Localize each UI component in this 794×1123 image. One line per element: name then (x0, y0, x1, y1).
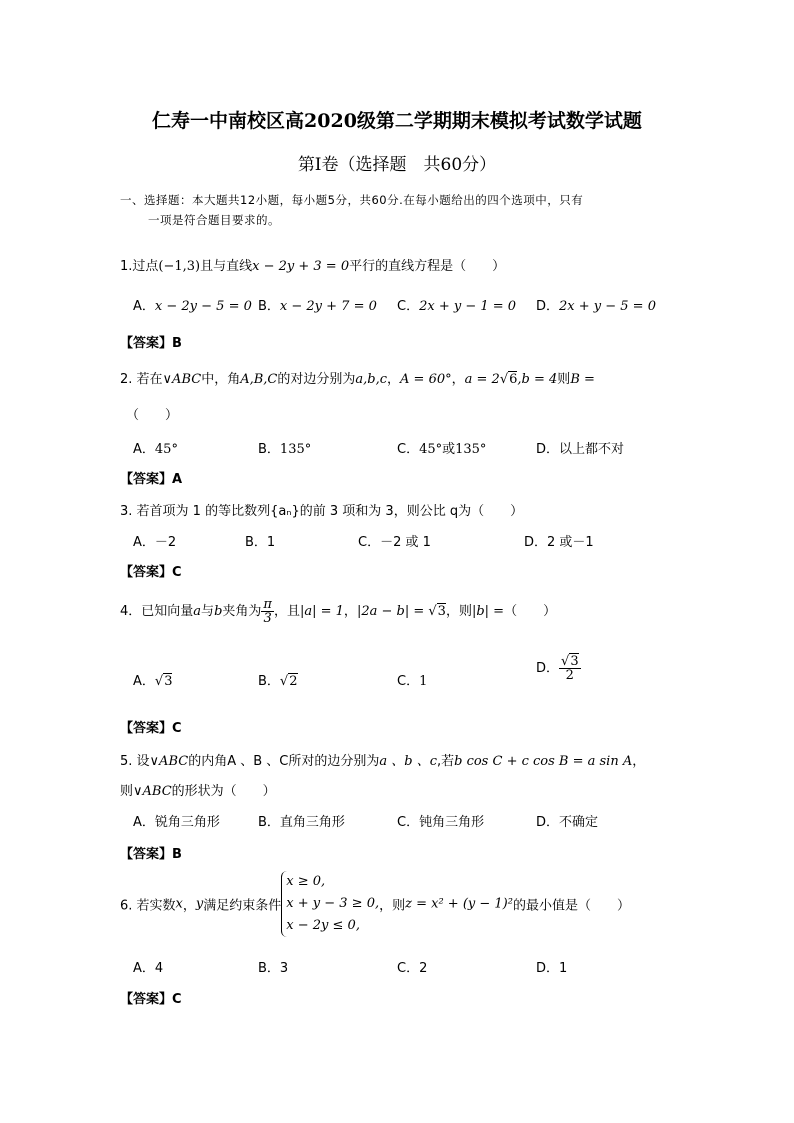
option-label: A． (133, 535, 155, 550)
option-radicand: 2 (289, 674, 298, 689)
q1-text-a: 1.过点 (120, 259, 159, 274)
q2-option-c (397, 438, 486, 457)
q4-text-d: ，且 (273, 604, 300, 619)
q4-target: |b| = (471, 604, 505, 619)
option-value: 3 (279, 961, 289, 976)
q5-option-c (397, 811, 484, 830)
option-value: 锐角三角形 (154, 815, 220, 830)
q4-option-d (536, 655, 581, 682)
q2-option-d (536, 438, 624, 457)
q5-option-a (133, 811, 220, 830)
q4-condition-1: |a| = 1 (299, 604, 344, 619)
option-value: 45°或135° (419, 442, 487, 457)
sqrt-symbol: √ (561, 654, 570, 669)
option-value: 4 (154, 961, 164, 976)
q1-answer: 【答案】B (120, 336, 182, 351)
option-label: A． (133, 674, 155, 689)
q5-option-b (258, 811, 345, 830)
q2-text-f: 则 (557, 372, 571, 387)
option-label: C． (397, 442, 420, 457)
section-instructions-line1: 一、选择题：本大题共12小题，每小题5分，共60分.在每小题给出的四个选项中，只有 (120, 193, 584, 207)
q4-angle-fraction (261, 598, 274, 625)
q5-text-b: 的内角A 、B 、C所对的边分别为 (188, 754, 380, 769)
constraint-row: x + y − 3 ≥ 0, (286, 896, 380, 911)
q2-condition-a: a = 2 (464, 372, 500, 387)
q6-text-d: ，则 (379, 898, 406, 914)
q4-option-c (397, 670, 427, 689)
question-2-stem (120, 368, 595, 387)
option-label: B． (258, 299, 280, 314)
q2-bracket: （ ） (126, 408, 179, 423)
option-label: D． (536, 299, 560, 314)
option-label: B． (245, 535, 267, 550)
q4-vector-b: b (214, 604, 223, 619)
option-value: －2 或 1 (380, 535, 431, 550)
question-6-stem (120, 871, 630, 937)
q1-point: (−1,3) (158, 259, 201, 274)
option-label: C． (358, 535, 381, 550)
q4-vector-a: a (193, 604, 202, 619)
option-value: x − 2y + 7 = 0 (279, 299, 377, 314)
constraint-row: x − 2y ≤ 0, (286, 918, 360, 933)
section-instructions-line2: 一项是符合题目要求的。 (148, 213, 280, 227)
question-1-stem (120, 255, 505, 274)
q6-option-c (397, 957, 427, 976)
option-value: 2 或－1 (547, 535, 594, 550)
q4-radicand: 3 (437, 604, 446, 619)
option-label: A． (133, 299, 155, 314)
option-label: D． (536, 961, 560, 976)
q4-text-a: 4．已知向量 (120, 604, 194, 619)
question-4-stem (120, 598, 556, 625)
question-5-stem (120, 750, 645, 769)
fraction-numerator: π (263, 597, 272, 612)
q4-text-f: ，则 (445, 604, 472, 619)
option-value: 以上都不对 (559, 442, 625, 457)
q2-condition-b: ,b = 4 (517, 372, 558, 387)
q3-option-b (245, 531, 275, 550)
option-label: D． (524, 535, 548, 550)
fraction-denominator: 3 (263, 611, 272, 626)
q6-var-x: x (175, 896, 183, 912)
q5-text-d: ， (632, 754, 646, 769)
q5-answer: 【答案】B (120, 847, 182, 862)
q6-option-b (258, 957, 288, 976)
q5-text-e: 则 (120, 784, 134, 799)
q1-option-d (536, 295, 656, 314)
q5-option-d (536, 811, 598, 830)
option-label: B． (258, 961, 280, 976)
q3-answer: 【答案】C (120, 565, 182, 580)
page-title: 仁寿一中南校区高2020级第二学期期末模拟考试数学试题 (152, 110, 642, 132)
q2-text-b: 中，角 (201, 372, 241, 387)
option-label: B． (258, 442, 280, 457)
option-value: x − 2y − 5 = 0 (154, 299, 252, 314)
option-value: 2 (419, 961, 428, 976)
option-value: 1 (559, 961, 568, 976)
q2-text-e: ， (451, 372, 465, 387)
q1-option-a (133, 295, 252, 314)
q2-option-b (258, 438, 311, 457)
sqrt-symbol: √ (499, 372, 509, 387)
option-value: 1 (266, 535, 276, 550)
option-label: C． (397, 961, 420, 976)
q6-text-a: 6. 若实数 (120, 898, 176, 914)
q6-text-e: 的最小值是（ ） (512, 898, 630, 914)
q4-bracket: （ ） (504, 604, 557, 619)
option-value: －2 (154, 535, 177, 550)
q5-text-a: 5. 设 (120, 754, 150, 769)
fraction-numerator (559, 655, 581, 669)
option-value: 直角三角形 (279, 815, 345, 830)
q4-option-a (133, 670, 172, 689)
q5-text-c: ,若 (436, 754, 455, 769)
q1-text-c: 平行的直线方程是（ ） (349, 259, 506, 274)
q2-triangle: ∨ABC (162, 372, 202, 387)
q6-text-b: ， (182, 898, 196, 914)
sqrt-symbol: √ (154, 674, 164, 689)
option-label: D． (536, 442, 560, 457)
q2-answer: 【答案】A (120, 472, 183, 487)
constraint-row: x ≥ 0, (286, 874, 326, 889)
q2-condition-angle: A = 60° (400, 372, 452, 387)
q5-text-f: 的形状为（ ） (171, 784, 276, 799)
option-value: 2x + y − 1 = 0 (419, 299, 517, 314)
q6-constraint-system (281, 871, 379, 937)
q3-option-d (524, 531, 594, 550)
option-radicand: 3 (570, 654, 579, 669)
option-value: 2x + y − 5 = 0 (559, 299, 656, 314)
option-value: 45° (154, 442, 178, 457)
q4-text-b: 与 (201, 604, 215, 619)
q5-triangle: ∨ABC (149, 754, 189, 769)
option-label: D． (536, 815, 560, 830)
q2-text-d: ， (387, 372, 401, 387)
option-label: A． (133, 442, 155, 457)
option-value: 135° (279, 442, 312, 457)
fraction-denominator: 2 (565, 668, 574, 683)
q5-triangle-2: ∨ABC (133, 784, 172, 799)
question-3-stem: 3. 若首项为 1 的等比数列{aₙ}的前 3 项和为 3，则公比 q为（ ） (120, 504, 524, 519)
q2-text-c: 的对边分别为 (277, 372, 356, 387)
option-label: B． (258, 674, 280, 689)
q1-option-b (258, 295, 377, 314)
sqrt-symbol: √ (279, 674, 289, 689)
q5-sides: a 、b 、c (379, 754, 437, 769)
section-subtitle: 第Ⅰ卷（选择题 共60分） (297, 155, 497, 175)
question-5-stem-line2 (120, 780, 276, 799)
option-value: 不确定 (559, 815, 599, 830)
option-fraction (559, 655, 581, 682)
option-label: B． (258, 815, 280, 830)
q5-equation: b cos C + c cos B = a sin A (454, 754, 633, 769)
option-label: C． (397, 815, 420, 830)
q6-option-d (536, 957, 567, 976)
q1-line-eq: x − 2y + 3 = 0 (252, 259, 350, 274)
q3-option-c (358, 531, 431, 550)
option-value: 钝角三角形 (419, 815, 485, 830)
option-label: C． (397, 674, 420, 689)
q3-option-a (133, 531, 176, 550)
q6-var-y: y (195, 896, 204, 912)
q4-answer: 【答案】C (120, 721, 182, 736)
q1-text-b: 且与直线 (200, 259, 253, 274)
sqrt-symbol: √ (428, 604, 437, 619)
q4-condition-2: |2a − b| = (356, 604, 429, 619)
q6-objective: z = x² + (y − 1)² (405, 896, 513, 912)
q4-text-c: 夹角为 (222, 604, 262, 619)
q6-text-c: 满足约束条件 (203, 898, 282, 914)
q2-radicand: 6 (509, 372, 518, 387)
q2-sides: a,b,c (355, 372, 388, 387)
q6-option-a (133, 957, 163, 976)
option-label: C． (397, 299, 420, 314)
q1-option-c (397, 295, 516, 314)
option-label: A． (133, 961, 155, 976)
option-radicand: 3 (164, 674, 173, 689)
q2-text-a: 2. 若在 (120, 372, 163, 387)
q6-answer: 【答案】C (120, 992, 182, 1007)
q4-option-b (258, 670, 298, 689)
option-label: A． (133, 815, 155, 830)
q2-option-a (133, 438, 178, 457)
q2-angles: A,B,C (240, 372, 278, 387)
q2-target: B = (570, 372, 595, 387)
option-value: 1 (419, 674, 428, 689)
option-label: D． (536, 661, 560, 676)
q4-text-e: ， (343, 604, 357, 619)
